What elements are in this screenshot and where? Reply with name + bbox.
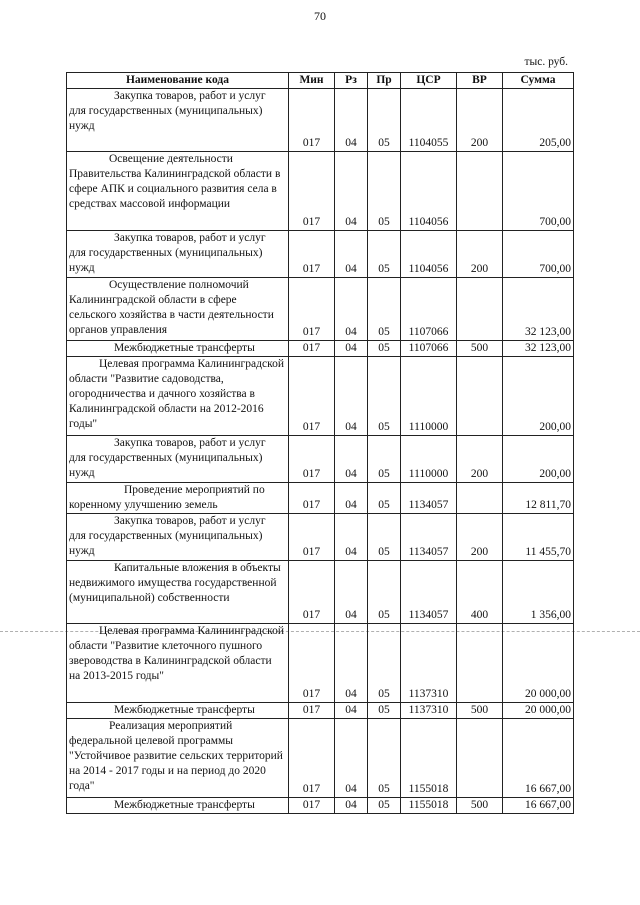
cell-min: 017	[289, 624, 335, 703]
table-row	[67, 561, 574, 624]
budget-table	[66, 72, 574, 814]
cell-csr: 1134057	[401, 483, 457, 514]
cell-vr	[457, 152, 503, 231]
row-name-text: Целевая программа Калининградской области "Развитие садоводства, огородничества и дачного хозяйства в Калининградской области на 2012-2016 годы"	[69, 358, 284, 430]
cell-sum: 11 455,70	[503, 514, 574, 561]
cell-rz: 04	[335, 89, 368, 152]
cell-pr: 05	[368, 341, 401, 357]
cell-sum: 700,00	[503, 231, 574, 278]
cell-vr: 400	[457, 561, 503, 624]
cell-sum: 20 000,00	[503, 703, 574, 719]
cell-csr: 1107066	[401, 341, 457, 357]
row-name-text: Осуществление полномочий Калининградской области в сфере сельского хозяйства в части деятельности органов управления	[69, 279, 274, 336]
row-name-text: Реализация мероприятий федеральной целевой программы "Устойчивое развитие сельских территорий на 2014 - 2017 годы и на период до 2020 года"	[69, 720, 283, 792]
cell-sum: 12 811,70	[503, 483, 574, 514]
cell-csr: 1155018	[401, 798, 457, 814]
table-row	[67, 624, 574, 703]
cell-pr: 05	[368, 798, 401, 814]
cell-min: 017	[289, 152, 335, 231]
table-row	[67, 357, 574, 436]
header-sum: Сумма	[503, 73, 574, 89]
cell-vr: 500	[457, 341, 503, 357]
cell-vr	[457, 483, 503, 514]
cell-csr: 1110000	[401, 357, 457, 436]
cell-sum: 200,00	[503, 436, 574, 483]
cell-min: 017	[289, 798, 335, 814]
header-csr: ЦСР	[401, 73, 457, 89]
row-name-text: Закупка товаров, работ и услуг для государственных (муниципальных) нужд	[69, 437, 266, 479]
cell-min: 017	[289, 436, 335, 483]
cell-min: 017	[289, 514, 335, 561]
header-pr: Пр	[368, 73, 401, 89]
cell-sum: 700,00	[503, 152, 574, 231]
cell-pr: 05	[368, 624, 401, 703]
cell-vr: 200	[457, 231, 503, 278]
cell-name	[67, 357, 289, 436]
cell-sum: 32 123,00	[503, 278, 574, 341]
table-row	[67, 703, 574, 719]
cell-min: 017	[289, 561, 335, 624]
cell-pr: 05	[368, 152, 401, 231]
cell-vr: 200	[457, 436, 503, 483]
cell-rz: 04	[335, 152, 368, 231]
table-row	[67, 152, 574, 231]
cell-pr: 05	[368, 483, 401, 514]
cell-name	[67, 514, 289, 561]
cell-vr: 200	[457, 514, 503, 561]
cell-name	[67, 798, 289, 814]
cell-name	[67, 231, 289, 278]
cell-name	[67, 89, 289, 152]
cell-pr: 05	[368, 514, 401, 561]
table-header-row	[67, 73, 574, 89]
row-name-text: Закупка товаров, работ и услуг для государственных (муниципальных) нужд	[69, 90, 266, 132]
table-row	[67, 89, 574, 152]
cell-sum: 32 123,00	[503, 341, 574, 357]
cell-min: 017	[289, 231, 335, 278]
row-name-text: Освещение деятельности Правительства Калининградской области в сфере АПК и социального развития села в средствах массовой информации	[69, 153, 281, 210]
cell-csr: 1104056	[401, 152, 457, 231]
table-row	[67, 483, 574, 514]
cell-vr: 500	[457, 798, 503, 814]
row-name-text: Закупка товаров, работ и услуг для государственных (муниципальных) нужд	[69, 232, 266, 274]
cell-name	[67, 152, 289, 231]
cell-sum: 20 000,00	[503, 624, 574, 703]
page-number: 70	[314, 9, 326, 23]
cell-rz: 04	[335, 231, 368, 278]
cell-sum: 16 667,00	[503, 798, 574, 814]
cell-sum: 205,00	[503, 89, 574, 152]
header-rz: Рз	[335, 73, 368, 89]
cell-sum: 16 667,00	[503, 719, 574, 798]
cell-rz: 04	[335, 624, 368, 703]
cell-rz: 04	[335, 278, 368, 341]
cell-csr: 1134057	[401, 561, 457, 624]
cell-vr	[457, 624, 503, 703]
cell-csr: 1134057	[401, 514, 457, 561]
cell-pr: 05	[368, 231, 401, 278]
cell-rz: 04	[335, 514, 368, 561]
cell-sum: 200,00	[503, 357, 574, 436]
cell-vr	[457, 278, 503, 341]
cell-rz: 04	[335, 483, 368, 514]
cell-name	[67, 483, 289, 514]
table-row	[67, 514, 574, 561]
units-label: тыс. руб.	[524, 56, 568, 68]
cell-csr: 1110000	[401, 436, 457, 483]
table-row	[67, 719, 574, 798]
header-min: Мин	[289, 73, 335, 89]
table-row	[67, 341, 574, 357]
row-name-text: Межбюджетные трансферты	[114, 342, 255, 354]
cell-name	[67, 341, 289, 357]
cell-vr: 500	[457, 703, 503, 719]
cell-csr: 1137310	[401, 703, 457, 719]
cell-name	[67, 436, 289, 483]
cell-csr: 1155018	[401, 719, 457, 798]
cell-rz: 04	[335, 357, 368, 436]
cell-min: 017	[289, 703, 335, 719]
cell-rz: 04	[335, 703, 368, 719]
cell-pr: 05	[368, 436, 401, 483]
row-name-text: Капитальные вложения в объекты недвижимого имущества государственной (муниципальной) собственности	[69, 562, 281, 604]
cell-pr: 05	[368, 561, 401, 624]
cell-min: 017	[289, 357, 335, 436]
cell-min: 017	[289, 341, 335, 357]
table-row	[67, 231, 574, 278]
cell-rz: 04	[335, 341, 368, 357]
cell-csr: 1104055	[401, 89, 457, 152]
cell-pr: 05	[368, 278, 401, 341]
row-name-text: Межбюджетные трансферты	[114, 704, 255, 716]
cell-name	[67, 703, 289, 719]
cell-min: 017	[289, 89, 335, 152]
cell-vr: 200	[457, 89, 503, 152]
table-row	[67, 798, 574, 814]
header-name: Наименование кода	[67, 73, 289, 89]
cell-min: 017	[289, 719, 335, 798]
cell-rz: 04	[335, 561, 368, 624]
cell-csr: 1137310	[401, 624, 457, 703]
cell-pr: 05	[368, 357, 401, 436]
cell-pr: 05	[368, 89, 401, 152]
row-name-text: Проведение мероприятий по коренному улучшению земель	[69, 484, 265, 511]
cell-name	[67, 561, 289, 624]
cell-rz: 04	[335, 436, 368, 483]
cell-name	[67, 624, 289, 703]
cell-csr: 1104056	[401, 231, 457, 278]
header-vr: ВР	[457, 73, 503, 89]
cell-pr: 05	[368, 703, 401, 719]
cell-vr	[457, 357, 503, 436]
table-row	[67, 436, 574, 483]
cell-min: 017	[289, 483, 335, 514]
cell-name	[67, 278, 289, 341]
row-name-text: Целевая программа Калининградской области "Развитие клеточного пушного звероводства в Калининградской области на 2013-2015 годы"	[69, 625, 284, 682]
cell-sum: 1 356,00	[503, 561, 574, 624]
table-row	[67, 278, 574, 341]
row-name-text: Закупка товаров, работ и услуг для государственных (муниципальных) нужд	[69, 515, 266, 557]
cell-csr: 1107066	[401, 278, 457, 341]
row-name-text: Межбюджетные трансферты	[114, 799, 255, 811]
cell-min: 017	[289, 278, 335, 341]
cell-rz: 04	[335, 798, 368, 814]
cell-vr	[457, 719, 503, 798]
cell-rz: 04	[335, 719, 368, 798]
cell-name	[67, 719, 289, 798]
cell-pr: 05	[368, 719, 401, 798]
